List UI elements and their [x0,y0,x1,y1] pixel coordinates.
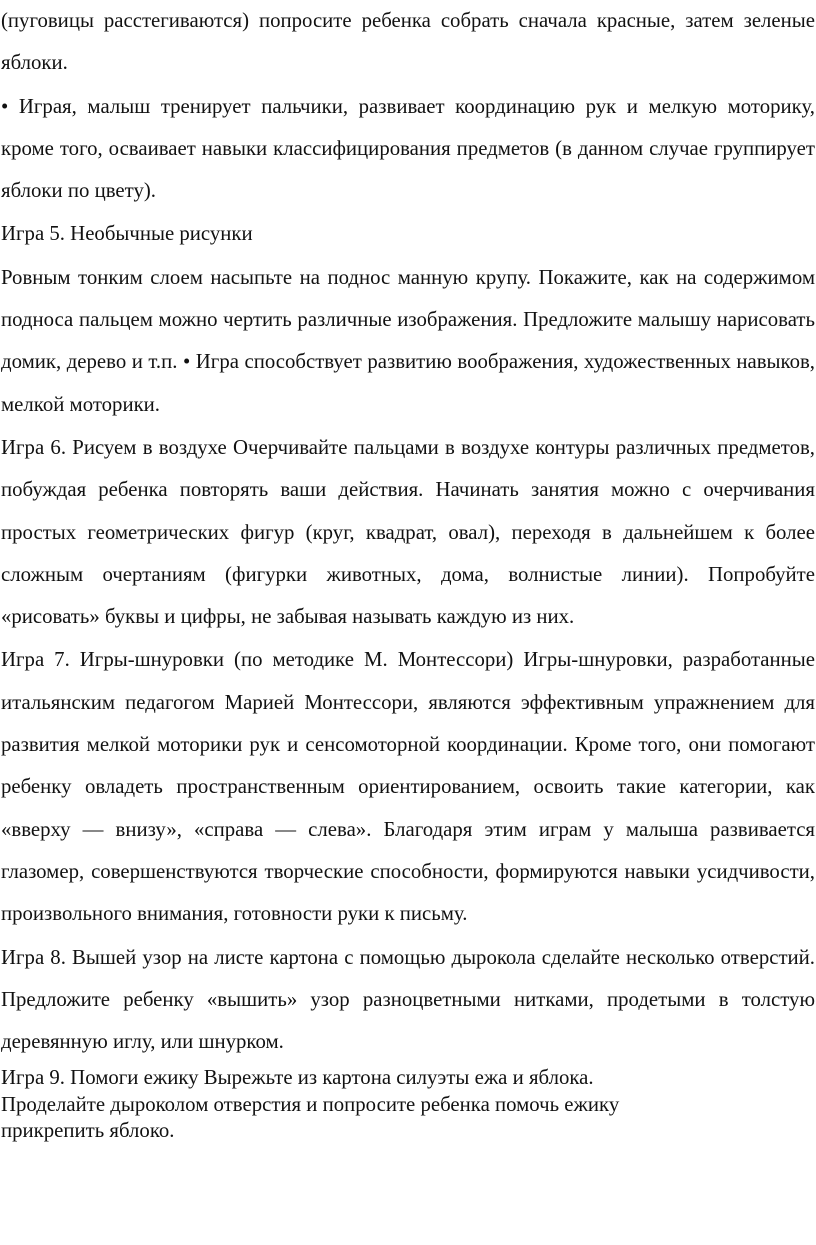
paragraph-benefits-game-4: • Играя, малыш тренирует пальчики, развивает координацию рук и мелкую моторику, кроме того, осваивает навыки классифицирования предметов (в данном случае группирует яблоки по цвету). [1,94,815,203]
game-9-line-3: прикрепить яблоко. [1,1119,175,1143]
paragraph-game-8: Игра 8. Вышей узор на листе картона с помощью дырокола сделайте несколько отверстий. Предложите ребенку «вышить» узор разноцветными нитками, продетыми в толстую деревянную иглу, или шнурком. [1,945,815,1054]
game-9-line-2: Проделайте дыроколом отверстия и попросите ребенка помочь ежику [1,1092,620,1116]
paragraph-game-5: Ровным тонким слоем насыпьте на поднос манную крупу. Покажите, как на содержимом подноса пальцем можно чертить различные изображения. Предложите малышу нарисовать домик, дерево и т.п. • Игра способствует развитию воображения, художественных навыков, мелкой моторики. [1,265,815,416]
paragraph-game-9 [0,1065,816,1145]
paragraph-game-6: Игра 6. Рисуем в воздухе Очерчивайте пальцами в воздухе контуры различных предметов, побуждая ребенка повторять ваши действия. Начинать занятия можно с очерчивания простых геометрических фигур (круг, квадрат, овал), переходя в дальнейшем к более сложным очертаниям (фигурки животных, дома, волнистые линии). Попробуйте «рисовать» буквы и цифры, не забывая называть каждую из них. [1,435,815,629]
heading-game-5: Игра 5. Необычные рисунки [1,222,253,246]
paragraph-continuation: (пуговицы расстегиваются) попросите ребенка собрать сначала красные, затем зеленые яблоки. [1,9,815,75]
game-9-line-1: Игра 9. Помоги ежику Вырежьте из картона силуэты ежа и яблока. [1,1066,594,1090]
paragraph-game-7: Игра 7. Игры-шнуровки (по методике М. Монтессори) Игры-шнуровки, разработанные итальянским педагогом Марией Монтессори, являются эффективным упражнением для развития мелкой моторики рук и сенсомоторной координации. Кроме того, они помогают ребенку овладеть пространственным ориентированием, освоить такие категории, как «вверху — внизу», «справа — слева». Благодаря этим играм у малыша развивается глазомер, совершенствуются творческие способности, формируются навыки усидчивости, произвольного внимания, готовности руки к письму. [1,648,815,926]
